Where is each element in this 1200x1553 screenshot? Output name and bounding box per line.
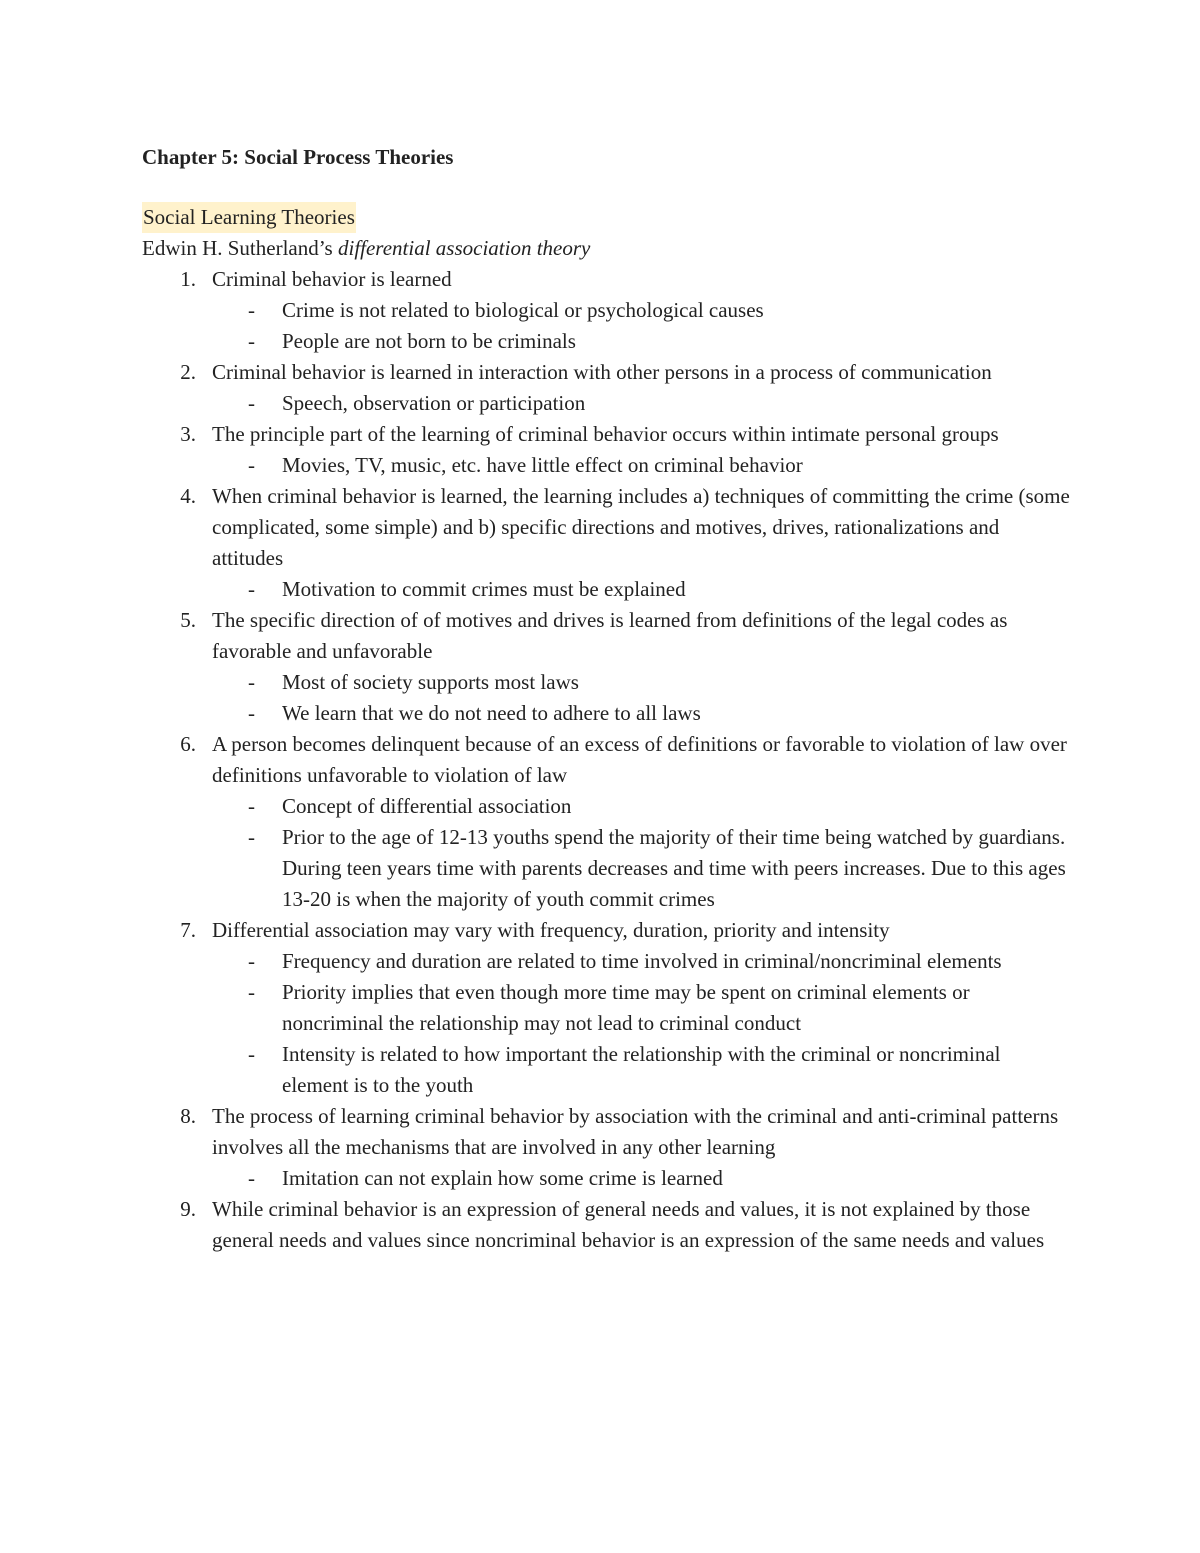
dash-bullet: - [248, 980, 255, 1004]
chapter-title: Chapter 5: Social Process Theories [142, 145, 454, 169]
theory-intro [142, 233, 1072, 264]
list-item [142, 1101, 1072, 1194]
dash-bullet: - [248, 825, 255, 849]
sub-list-item-text: Motivation to commit crimes must be explained [282, 577, 686, 601]
list-item [142, 1194, 1072, 1256]
sub-list [212, 295, 1072, 357]
list-item [142, 357, 1072, 419]
sub-list-item [212, 698, 1072, 729]
dash-bullet: - [248, 453, 255, 477]
dash-bullet: - [248, 298, 255, 322]
dash-bullet: - [248, 329, 255, 353]
list-item-number: 4. [180, 484, 196, 508]
sub-list-item-text: Imitation can not explain how some crime is learned [282, 1166, 723, 1190]
sub-list-item [212, 388, 1072, 419]
sub-list [212, 946, 1072, 1101]
sub-list-item-text: Concept of differential association [282, 794, 572, 818]
sub-list-item-text: Most of society supports most laws [282, 670, 579, 694]
list-item-text: Criminal behavior is learned [212, 267, 452, 291]
sub-list-item [212, 977, 1072, 1039]
sub-list-item-text: Priority implies that even though more time may be spent on criminal elements or noncriminal the relationship may not lead to criminal conduct [282, 980, 970, 1035]
list-item-number: 1. [180, 267, 196, 291]
sub-list-item-text: Frequency and duration are related to time involved in criminal/noncriminal elements [282, 949, 1002, 973]
list-item-number: 2. [180, 360, 196, 384]
document-body [142, 202, 1072, 1256]
list-item-text: Criminal behavior is learned in interaction with other persons in a process of communication [212, 360, 992, 384]
list-item [142, 481, 1072, 605]
theory-intro-prefix: Edwin H. Sutherland’s [142, 236, 338, 260]
sub-list-item [212, 667, 1072, 698]
sub-list-item-text: We learn that we do not need to adhere to all laws [282, 701, 701, 725]
sub-list-item-text: Crime is not related to biological or psychological causes [282, 298, 764, 322]
sub-list-item-text: Movies, TV, music, etc. have little effect on criminal behavior [282, 453, 803, 477]
sub-list-item-text: People are not born to be criminals [282, 329, 576, 353]
sub-list-item-text: Intensity is related to how important the relationship with the criminal or noncriminal element is to the youth [282, 1042, 1001, 1097]
list-item-text: A person becomes delinquent because of an excess of definitions or favorable to violation of law over definitions unfavorable to violation of law [212, 732, 1067, 787]
theory-name: differential association theory [337, 236, 591, 260]
sub-list-item [212, 295, 1072, 326]
sub-list-item [212, 1163, 1072, 1194]
sub-list [212, 388, 1072, 419]
sub-list [212, 574, 1072, 605]
list-item [142, 419, 1072, 481]
sub-list [212, 1163, 1072, 1194]
dash-bullet: - [248, 577, 255, 601]
dash-bullet: - [248, 701, 255, 725]
sub-list-item [212, 450, 1072, 481]
sub-list [212, 450, 1072, 481]
list-item-text: While criminal behavior is an expression of general needs and values, it is not explained by those general needs and values since noncriminal behavior is an expression of the same needs and values [212, 1197, 1045, 1252]
sub-list-item [212, 791, 1072, 822]
list-item-text: The specific direction of of motives and drives is learned from definitions of the legal codes as favorable and unfavorable [212, 608, 1008, 663]
section-heading-line [142, 202, 1072, 233]
dash-bullet: - [248, 1042, 255, 1066]
sub-list-item-text: Prior to the age of 12-13 youths spend the majority of their time being watched by guardians. During teen years time with parents decreases and time with peers increases. Due to this ages 13-20 is when the majority of youth commit crimes [282, 825, 1066, 911]
list-item-text: When criminal behavior is learned, the learning includes a) techniques of committing the crime (some complicated, some simple) and b) specific directions and motives, drives, rationalizations and attitudes [212, 484, 1070, 570]
dash-bullet: - [248, 794, 255, 818]
list-item [142, 729, 1072, 915]
list-item-text: Differential association may vary with frequency, duration, priority and intensity [212, 918, 890, 942]
list-item-number: 3. [180, 422, 196, 446]
dash-bullet: - [248, 949, 255, 973]
sub-list [212, 667, 1072, 729]
sub-list-item [212, 946, 1072, 977]
list-item [142, 605, 1072, 729]
section-heading: Social Learning Theories [142, 202, 356, 233]
list-item-number: 8. [180, 1104, 196, 1128]
principles-list [142, 264, 1072, 1256]
list-item-text: The principle part of the learning of criminal behavior occurs within intimate personal groups [212, 422, 999, 446]
sub-list-item [212, 326, 1072, 357]
sub-list-item-text: Speech, observation or participation [282, 391, 586, 415]
sub-list-item [212, 822, 1072, 915]
sub-list-item [212, 1039, 1072, 1101]
list-item [142, 915, 1072, 1101]
sub-list [212, 791, 1072, 915]
dash-bullet: - [248, 1166, 255, 1190]
list-item-text: The process of learning criminal behavior by association with the criminal and anti-criminal patterns involves all the mechanisms that are involved in any other learning [212, 1104, 1059, 1159]
list-item-number: 5. [180, 608, 196, 632]
list-item-number: 9. [180, 1197, 196, 1221]
list-item [142, 264, 1072, 357]
dash-bullet: - [248, 391, 255, 415]
dash-bullet: - [248, 670, 255, 694]
sub-list-item [212, 574, 1072, 605]
list-item-number: 7. [180, 918, 196, 942]
list-item-number: 6. [180, 732, 196, 756]
